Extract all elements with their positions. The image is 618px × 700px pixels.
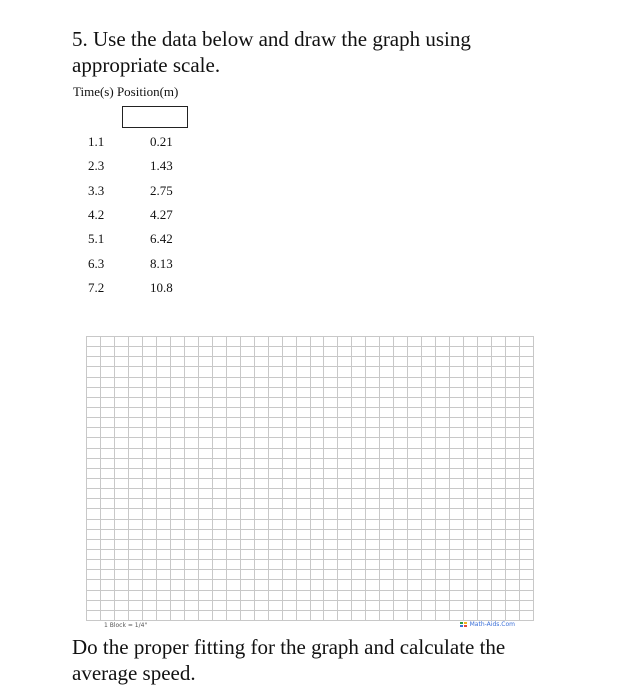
logo-square — [464, 625, 467, 627]
math-aids-brand-text: Math-Aids.Com — [469, 621, 515, 628]
position-cell: 1.43 — [150, 158, 173, 174]
graph-grid — [86, 336, 534, 621]
position-cell: 2.75 — [150, 182, 173, 198]
table-headers — [73, 84, 178, 100]
table-row — [82, 154, 210, 178]
table-row — [82, 251, 210, 275]
data-table — [82, 130, 210, 300]
math-aids-logo-icon — [460, 622, 467, 627]
time-cell: 5.1 — [88, 231, 105, 247]
time-header: Time(s) — [73, 84, 114, 99]
logo-square — [464, 622, 467, 624]
time-cell: 6.3 — [88, 255, 105, 271]
logo-square — [460, 622, 463, 624]
time-cell: 7.2 — [88, 279, 105, 295]
position-cell: 10.8 — [150, 279, 173, 295]
position-header: Position(m) — [116, 84, 179, 99]
answer-box — [122, 106, 188, 128]
position-cell: 8.13 — [150, 255, 173, 271]
time-cell: 3.3 — [88, 182, 105, 198]
position-cell: 0.21 — [150, 134, 173, 150]
table-row — [82, 130, 210, 154]
table-row — [82, 179, 210, 203]
position-cell: 4.27 — [150, 207, 173, 223]
time-cell: 1.1 — [88, 134, 105, 150]
logo-square — [460, 625, 463, 627]
time-cell: 4.2 — [88, 207, 105, 223]
table-row — [82, 276, 210, 300]
position-cell: 6.42 — [150, 231, 173, 247]
follow-up-text: Do the proper fitting for the graph and calculate the average speed. — [72, 635, 506, 685]
table-row — [82, 227, 210, 251]
time-cell: 2.3 — [88, 158, 105, 174]
math-aids-brand — [460, 621, 515, 628]
graph-paper — [86, 336, 534, 621]
graph-scale-caption: 1 Block = 1/4" — [104, 622, 148, 629]
table-row — [82, 203, 210, 227]
question-text: 5. Use the data below and draw the graph using appropriate scale. — [72, 27, 471, 77]
